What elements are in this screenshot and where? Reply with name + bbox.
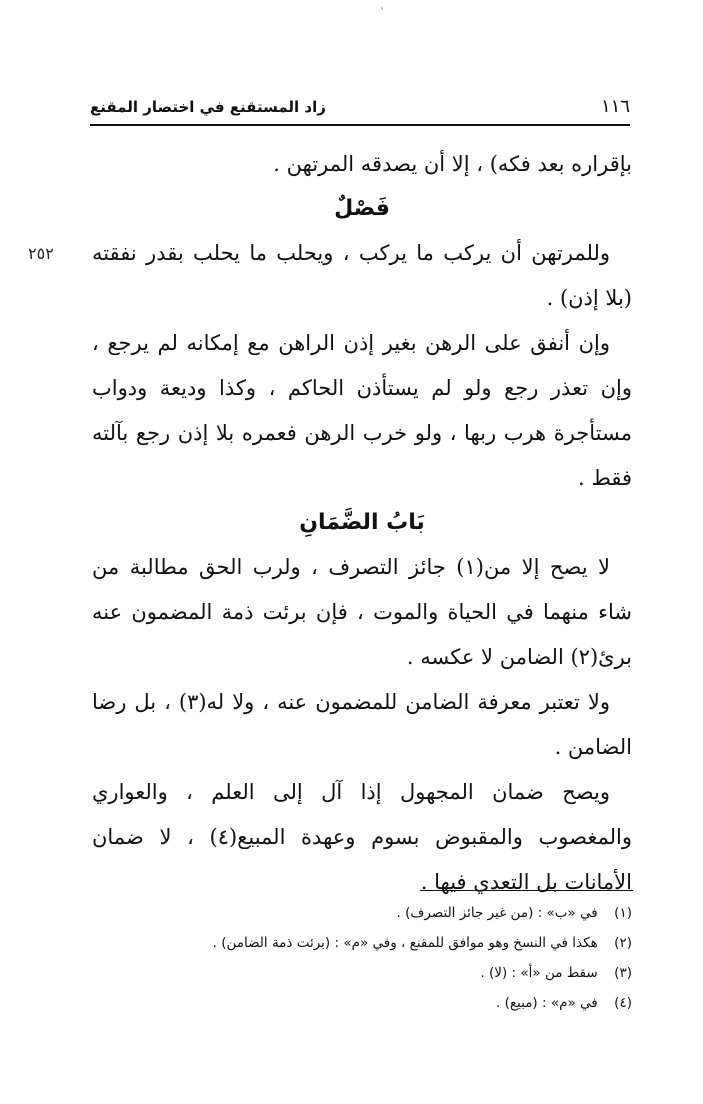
page-header <box>90 92 630 122</box>
main-text <box>92 142 632 905</box>
header-rule <box>90 124 630 126</box>
footnote-number: (٤) <box>614 995 632 1011</box>
footnote-number: (١) <box>614 905 632 921</box>
section-heading-fasl: فَصْلٌ <box>334 196 390 221</box>
footnote-text: هكذا في النسخ وهو موافق للمقنع ، وفي «م» : (برئت ذمة الضامن) . <box>212 935 598 951</box>
opening-line: بإقراره بعد فكه) ، إلا أن يصدقه المرتهن . <box>273 152 632 176</box>
footnote-number: (٢) <box>614 935 632 951</box>
paragraph-spending: وإن أنفق على الرهن بغير إذن الراهن مع إمكانه لم يرجع ، وإن تعذر رجع ولو لم يستأذن الحاكم ، وكذا وديعة ودواب مستأجرة هرب ربها ، ولو خرب الرهن فعمره بلا إذن رجع بآلته فقط . <box>92 331 632 490</box>
footnote-rule <box>420 890 633 891</box>
paragraph-ride-milk: وللمرتهن أن يركب ما يركب ، ويحلب ما يحلب بقدر نفقته (بلا إذن) . <box>92 241 632 310</box>
paragraph-valid-guarantor: لا يصح إلا من(١) جائز التصرف ، ولرب الحق مطالبة من شاء منهما في الحياة والموت ، فإن برئت ذمة المضمون عنه برئ(٢) الضامن لا عكسه . <box>92 555 632 669</box>
top-scan-mark: ` <box>380 8 385 19</box>
running-title: زاد المستقنع في اختصار المقنع <box>90 98 326 116</box>
page-number: ١١٦ <box>600 96 630 117</box>
footnotes <box>92 898 632 1018</box>
margin-number: ٢٥٢ <box>28 244 54 263</box>
footnote <box>92 928 632 958</box>
footnote-number: (٣) <box>614 965 632 981</box>
footnote <box>92 958 632 988</box>
footnote <box>92 898 632 928</box>
paragraph-knowledge: ولا تعتبر معرفة الضامن للمضمون عنه ، ولا له(٣) ، بل رضا الضامن . <box>92 690 632 759</box>
footnote <box>92 988 632 1018</box>
chapter-heading-daman: بَابُ الضَّمَانِ <box>299 510 425 535</box>
footnote-text: في «م» : (مبيع) . <box>496 995 598 1011</box>
paragraph-unknown-guarantee: ويصح ضمان المجهول إذا آل إلى العلم ، والعواري والمغصوب والمقبوض بسوم وعهدة المبيع(٤) ، لا ضمان الأمانات بل التعدي فيها . <box>92 780 632 894</box>
footnote-text: في «ب» : (من غير جائز التصرف) . <box>396 905 598 921</box>
footnote-text: سقط من «أ» : (لا) . <box>480 965 598 981</box>
